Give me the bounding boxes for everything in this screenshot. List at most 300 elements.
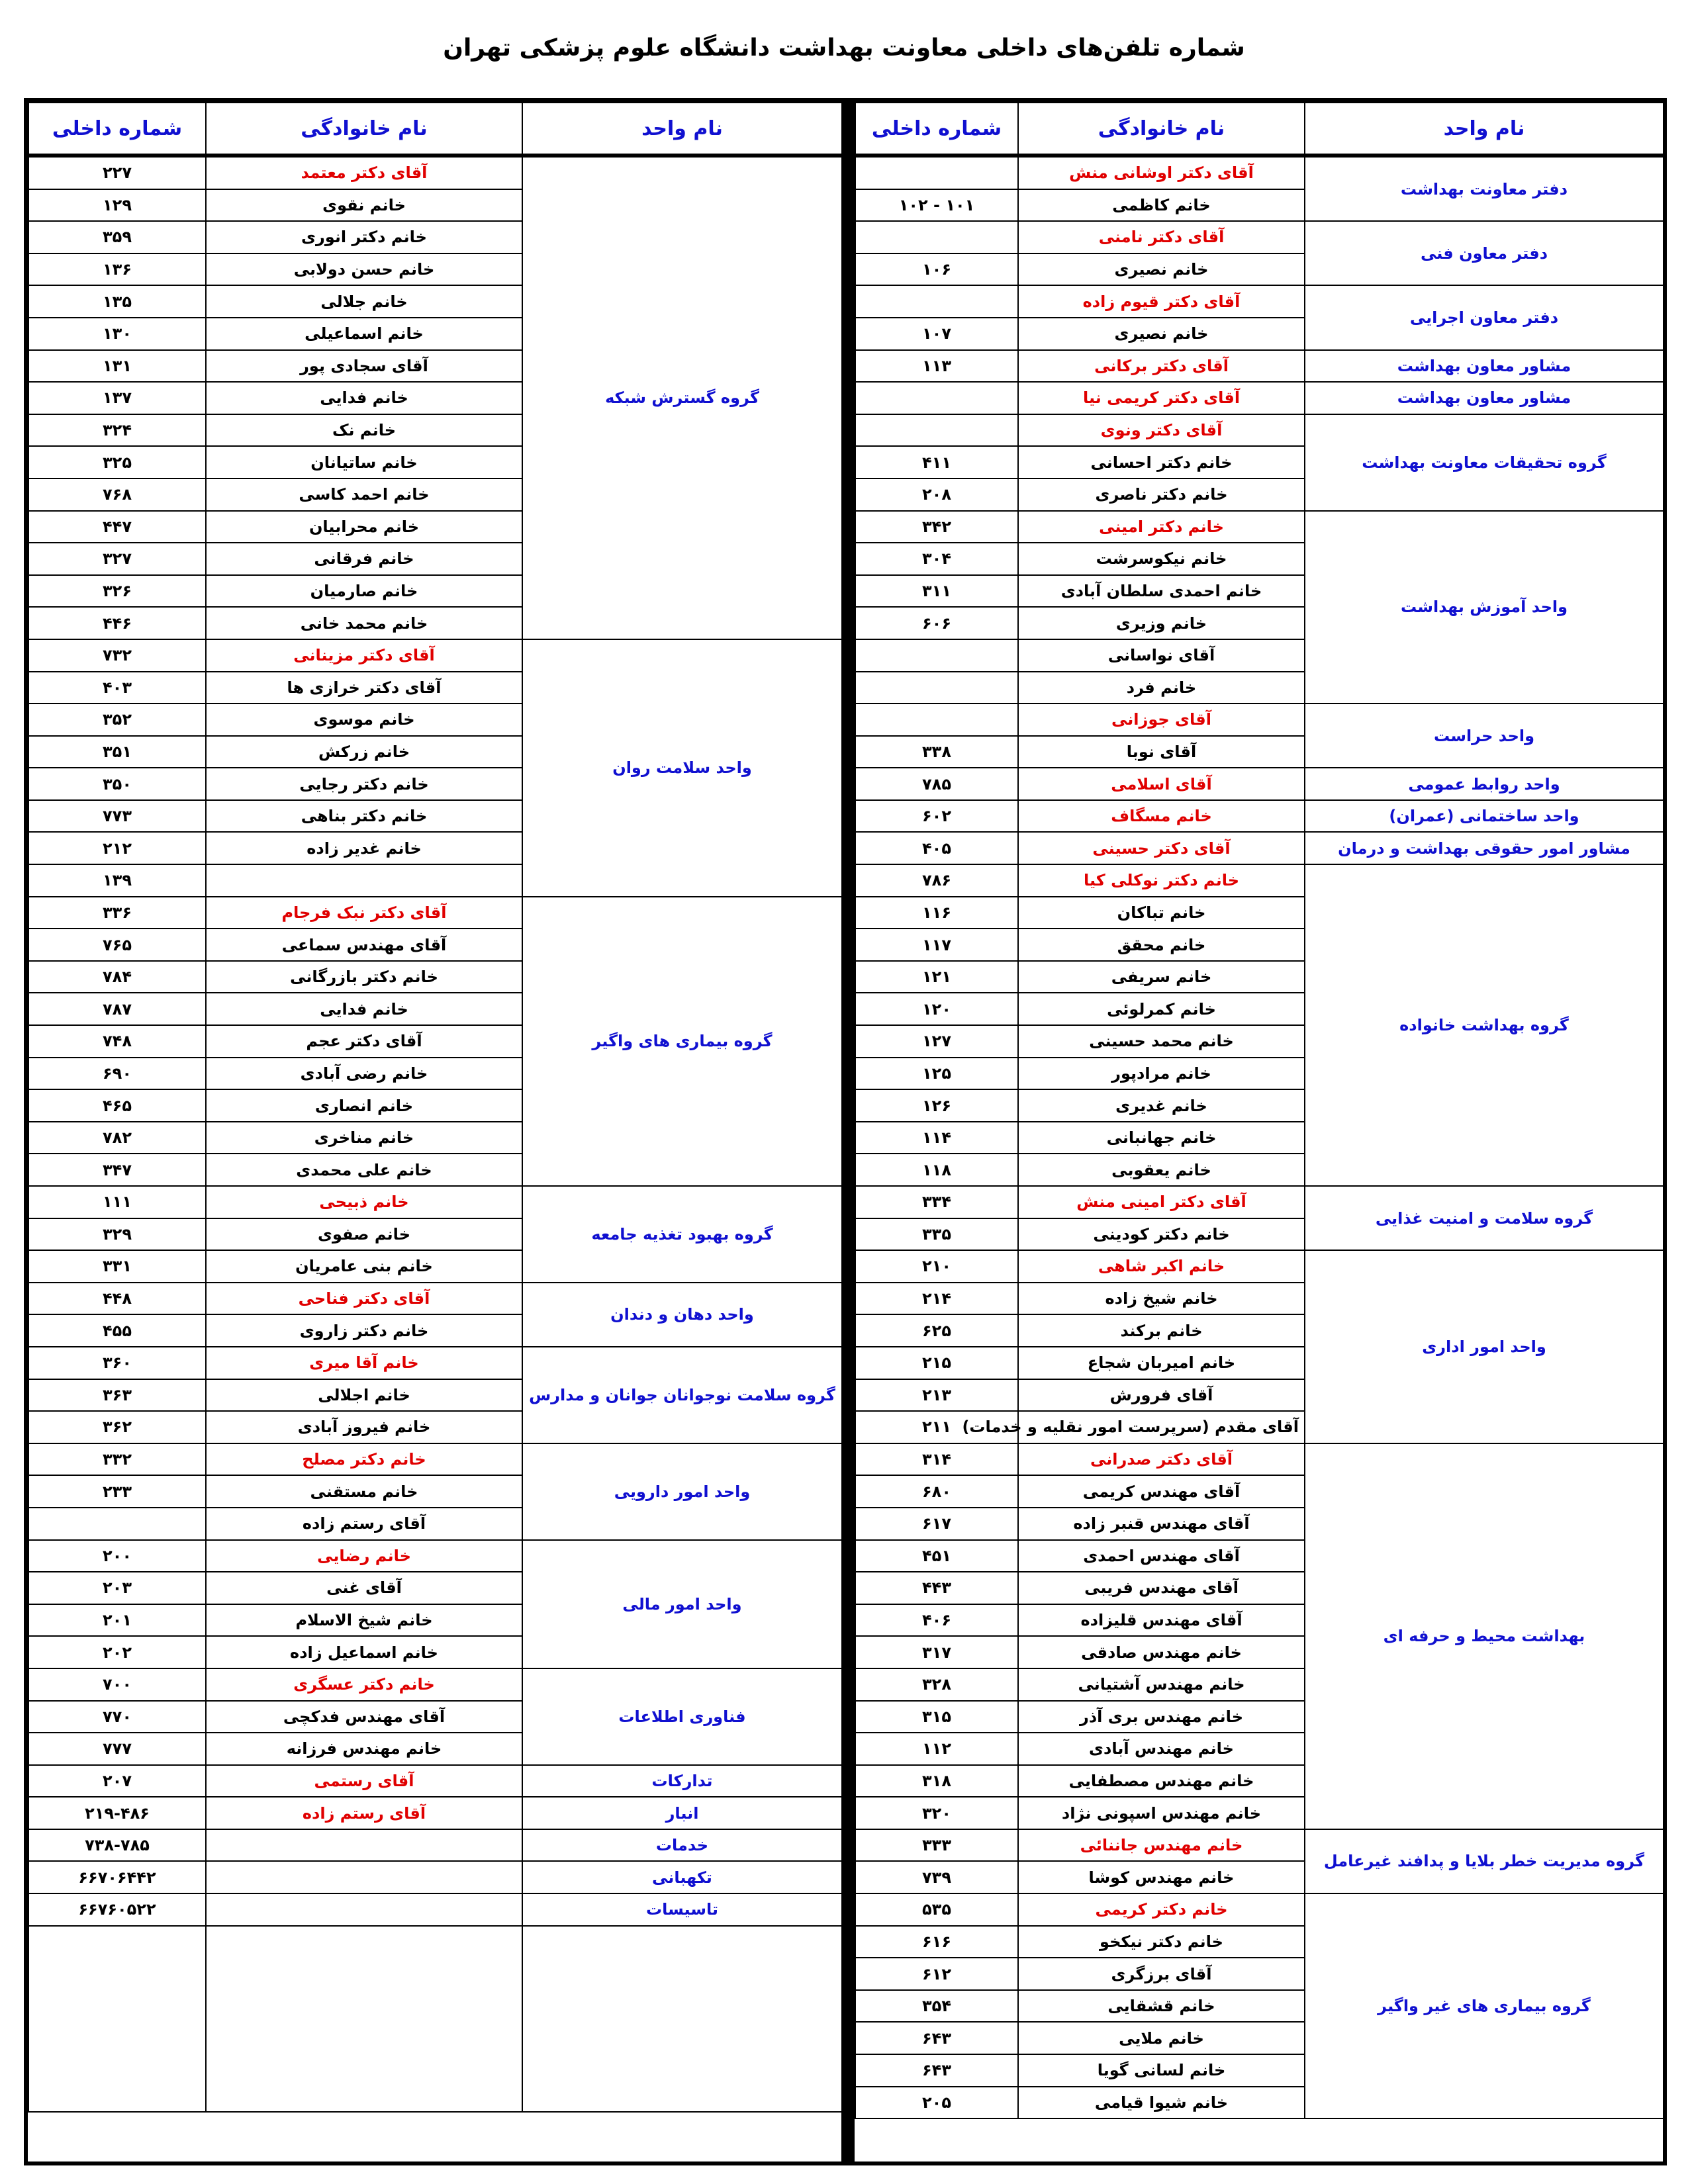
person-name: خانم اسماعیل زاده [206, 1636, 522, 1668]
extension-number: ۳۳۲ [28, 1443, 206, 1476]
person-name: خانم فرد [1018, 672, 1305, 704]
table-row [855, 864, 1664, 897]
person-name: خانم فیروز آبادی [206, 1411, 522, 1443]
extension-number [855, 704, 1018, 736]
unit-name: واحد امور دارویی [522, 1443, 842, 1540]
extension-number: ۲۰۵ [855, 2087, 1018, 2119]
extension-number: ۳۱۵ [855, 1701, 1018, 1733]
extension-number: ۷۷۷ [28, 1733, 206, 1765]
person-name: آقای دکتر اوشانی منش [1018, 156, 1305, 189]
extension-number: ۲۱۵ [855, 1347, 1018, 1379]
person-name: آقای مقدم (سرپرست امور نقلیه و خدمات) [1018, 1411, 1305, 1443]
extension-number: ۳۲۸ [855, 1668, 1018, 1701]
person-name: آقای دکتر صدرانی [1018, 1443, 1305, 1476]
person-name: خانم دکتر نوکلی کیا [1018, 864, 1305, 897]
extension-number: ۱۱۷ [855, 929, 1018, 961]
extension-number: ۳۱۴ [855, 1443, 1018, 1476]
person-name: خانم شیخ زاده [1018, 1283, 1305, 1315]
extension-number: ۷۳۸-۷۸۵ [28, 1829, 206, 1862]
person-name: خانم جهانبانی [1018, 1122, 1305, 1154]
table-row [855, 382, 1664, 414]
extension-number: ۱۳۱ [28, 350, 206, 383]
extension-number: ۴۶۵ [28, 1089, 206, 1122]
person-name: خانم زرکش [206, 736, 522, 768]
extension-number: ۳۵۲ [28, 704, 206, 736]
person-name: خانم جلالی [206, 285, 522, 318]
extension-number: ۳۳۸ [855, 736, 1018, 768]
extension-number: ۱۱۸ [855, 1154, 1018, 1186]
person-name: خانم کاظمی [1018, 189, 1305, 222]
extension-number: ۱۳۹ [28, 864, 206, 897]
directory-table-left [28, 102, 843, 2113]
extension-number: ۷۶۸ [28, 478, 206, 511]
person-name: خانم شیخ الاسلام [206, 1604, 522, 1637]
extension-number: ۳۳۶ [28, 897, 206, 929]
person-name: خانم مهندس اسپونی نژاد [1018, 1797, 1305, 1829]
directory-body-left [28, 156, 842, 2112]
empty-cell [522, 1926, 842, 2113]
person-name: آقای نوبا [1018, 736, 1305, 768]
person-name: خانم محقق [1018, 929, 1305, 961]
extension-number: ۱۱۴ [855, 1122, 1018, 1154]
person-name: آقای دکتر ونوی [1018, 414, 1305, 447]
table-row [855, 156, 1664, 189]
unit-name: مشاور معاون بهداشت [1305, 382, 1664, 414]
person-name: خانم مهندس بری آذر [1018, 1701, 1305, 1733]
person-name: خانم مهندس جاننائی [1018, 1829, 1305, 1862]
person-name [206, 1829, 522, 1862]
unit-name: تاسیسات [522, 1893, 842, 1926]
unit-name: بهداشت محیط و حرفه ای [1305, 1443, 1664, 1829]
person-name: آقای دکتر فناحی [206, 1283, 522, 1315]
person-name: خانم ملایی [1018, 2022, 1305, 2054]
unit-name: گروه بیماری های غیر واگیر [1305, 1893, 1664, 2118]
person-name: خانم برکند [1018, 1314, 1305, 1347]
person-name [206, 864, 522, 897]
person-name: خانم نصیری [1018, 318, 1305, 350]
unit-name: خدمات [522, 1829, 842, 1862]
extension-number: ۶۱۶ [855, 1926, 1018, 1958]
extension-number: ۷۳۹ [855, 1861, 1018, 1893]
extension-number [855, 285, 1018, 318]
extension-number: ۱۲۶ [855, 1089, 1018, 1122]
person-name: خانم دکتر ناصری [1018, 478, 1305, 511]
unit-name: گروه بهبود تغذیه جامعه [522, 1186, 842, 1283]
person-name: خانم فدایی [206, 993, 522, 1025]
extension-number: ۶۶۷۶۰۵۲۲ [28, 1893, 206, 1926]
person-name: خانم اکبر شاهی [1018, 1250, 1305, 1283]
extension-number: ۶۲۵ [855, 1314, 1018, 1347]
person-name: خانم صفوی [206, 1218, 522, 1251]
extension-number: ۳۶۲ [28, 1411, 206, 1443]
person-name: خانم محمد حسینی [1018, 1025, 1305, 1058]
extension-number: ۱۱۶ [855, 897, 1018, 929]
extension-number: ۱۳۵ [28, 285, 206, 318]
unit-name: واحد ساختمانی (عمران) [1305, 800, 1664, 833]
extension-number: ۳۴۲ [855, 511, 1018, 543]
extension-number: ۷۰۰ [28, 1668, 206, 1701]
person-name: خانم اسماعیلی [206, 318, 522, 350]
table-row [855, 1250, 1664, 1283]
header-ext: شماره داخلی [855, 103, 1018, 156]
person-name: خانم آقا میری [206, 1347, 522, 1379]
person-name: خانم دکتر زاروی [206, 1314, 522, 1347]
header-name: نام خانوادگی [206, 103, 522, 156]
extension-number: ۳۰۴ [855, 543, 1018, 575]
extension-number: ۳۶۳ [28, 1379, 206, 1412]
person-name: آقای مهندس قنبر زاده [1018, 1508, 1305, 1540]
extension-number: ۶۸۰ [855, 1475, 1018, 1508]
directory-body-right [855, 156, 1664, 2118]
person-name: خانم رضایی [206, 1540, 522, 1572]
person-name: خانم بنی عامریان [206, 1250, 522, 1283]
person-name: آقای دکتر برکانی [1018, 350, 1305, 383]
extension-number: ۷۸۴ [28, 961, 206, 993]
table-row [28, 639, 842, 672]
extension-number: ۲۲۷ [28, 156, 206, 189]
person-name: آقای دکتر مزینانی [206, 639, 522, 672]
person-name: خانم دکتر امینی [1018, 511, 1305, 543]
person-name: آقای دکتر قیوم زاده [1018, 285, 1305, 318]
unit-name: واحد روابط عمومی [1305, 768, 1664, 800]
table-row [855, 511, 1664, 543]
header-name: نام خانوادگی [1018, 103, 1305, 156]
table-row [28, 1347, 842, 1379]
empty-cell [206, 1926, 522, 2113]
extension-number: ۳۵۴ [855, 1990, 1018, 2023]
extension-number: ۲۱۳ [855, 1379, 1018, 1412]
table-row [855, 350, 1664, 383]
table-row [28, 1765, 842, 1797]
unit-name: واحد دهان و دندان [522, 1283, 842, 1347]
person-name: خانم مناخری [206, 1122, 522, 1154]
person-name: خانم یعقوبی [1018, 1154, 1305, 1186]
table-row [855, 1186, 1664, 1218]
person-name: خانم مسگاف [1018, 800, 1305, 833]
person-name: خانم دکتر انوری [206, 221, 522, 253]
unit-name: واحد آموزش بهداشت [1305, 511, 1664, 704]
table-row [855, 1443, 1664, 1476]
extension-number: ۳۲۵ [28, 446, 206, 478]
extension-number: ۱۲۵ [855, 1058, 1018, 1090]
table-row [855, 800, 1664, 833]
extension-number: ۶۱۲ [855, 1958, 1018, 1990]
person-name: خانم نصیری [1018, 253, 1305, 286]
extension-number: ۱۰۷ [855, 318, 1018, 350]
person-name: خانم وزیری [1018, 607, 1305, 639]
extension-number: ۳۳۱ [28, 1250, 206, 1283]
extension-number [855, 221, 1018, 253]
unit-name: گروه سلامت نوجوانان جوانان و مدارس [522, 1347, 842, 1443]
person-name: خانم احمد کاسی [206, 478, 522, 511]
person-name: خانم رضی آبادی [206, 1058, 522, 1090]
extension-number: ۵۳۵ [855, 1893, 1018, 1926]
person-name: خانم کمرلوئی [1018, 993, 1305, 1025]
unit-name: مشاور معاون بهداشت [1305, 350, 1664, 383]
table-row [28, 1797, 842, 1829]
extension-number: ۲۱۲ [28, 832, 206, 864]
person-name: آقای فرورش [1018, 1379, 1305, 1412]
extension-number: ۴۴۳ [855, 1572, 1018, 1604]
unit-name: تکهبانی [522, 1861, 842, 1893]
extension-number: ۴۵۵ [28, 1314, 206, 1347]
person-name [206, 1893, 522, 1926]
person-name: آقای دکتر حسینی [1018, 832, 1305, 864]
table-row [28, 897, 842, 929]
unit-name: گروه بیماری های واگیر [522, 897, 842, 1186]
extension-number: ۴۴۸ [28, 1283, 206, 1315]
extension-number [28, 1508, 206, 1540]
header-unit: نام واحد [1305, 103, 1664, 156]
person-name: آقای رستمی [206, 1765, 522, 1797]
extension-number: ۳۲۴ [28, 414, 206, 447]
person-name: آقای رستم زاده [206, 1508, 522, 1540]
extension-number: ۲۱۰ [855, 1250, 1018, 1283]
table-row [855, 1893, 1664, 1926]
extension-number: ۶۹۰ [28, 1058, 206, 1090]
header-ext: شماره داخلی [28, 103, 206, 156]
extension-number: ۱۳۶ [28, 253, 206, 286]
person-name: خانم دکتر عسگری [206, 1668, 522, 1701]
person-name: خانم دکتر احسانی [1018, 446, 1305, 478]
extension-number: ۴۴۷ [28, 511, 206, 543]
person-name: خانم ذبیحی [206, 1186, 522, 1218]
person-name: خانم مهندس فرزانه [206, 1733, 522, 1765]
unit-name: واحد امور مالی [522, 1540, 842, 1668]
person-name: خانم مهندس آبادی [1018, 1733, 1305, 1765]
extension-number: ۷۷۰ [28, 1701, 206, 1733]
person-name: آقای مهندس سماعی [206, 929, 522, 961]
unit-name: گروه مدیریت خطر بلایا و پدافند غیرعامل [1305, 1829, 1664, 1893]
person-name: خانم دکتر رجایی [206, 768, 522, 800]
extension-number: ۲۰۱ [28, 1604, 206, 1637]
extension-number [855, 639, 1018, 672]
person-name: آقای دکتر خرازی ها [206, 672, 522, 704]
extension-number: ۶۴۳ [855, 2054, 1018, 2087]
person-name: آقای مهندس احمدی [1018, 1540, 1305, 1572]
extension-number: ۱۱۲ [855, 1733, 1018, 1765]
table-row [28, 156, 842, 189]
unit-name: مشاور امور حقوقی بهداشت و درمان [1305, 832, 1664, 864]
person-name: خانم نیکوسرشت [1018, 543, 1305, 575]
person-name: خانم قشقایی [1018, 1990, 1305, 2023]
person-name: آقای غنی [206, 1572, 522, 1604]
person-name: آقای مهندس فدکچی [206, 1701, 522, 1733]
person-name: خانم نک [206, 414, 522, 447]
person-name: خانم ساتیانان [206, 446, 522, 478]
person-name: آقای دکتر عجم [206, 1025, 522, 1058]
extension-number: ۶۰۲ [855, 800, 1018, 833]
table-row [855, 221, 1664, 253]
person-name: خانم مهندس صادقی [1018, 1636, 1305, 1668]
extension-number: ۱۰۶ [855, 253, 1018, 286]
extension-number: ۲۰۷ [28, 1765, 206, 1797]
person-name: خانم محرابیان [206, 511, 522, 543]
extension-number: ۴۰۵ [855, 832, 1018, 864]
extension-number: ۳۱۸ [855, 1765, 1018, 1797]
extension-number: ۲۱۱ [855, 1411, 1018, 1443]
extension-number: ۲۰۸ [855, 478, 1018, 511]
person-name: آقای رستم زاده [206, 1797, 522, 1829]
person-name: خانم مستقنی [206, 1475, 522, 1508]
extension-number: ۱۲۰ [855, 993, 1018, 1025]
extension-number: ۱۱۱ [28, 1186, 206, 1218]
person-name: خانم دکتر کریمی [1018, 1893, 1305, 1926]
extension-number: ۴۵۱ [855, 1540, 1018, 1572]
person-name: آقای جوزانی [1018, 704, 1305, 736]
extension-number: ۱۳۰ [28, 318, 206, 350]
extension-number: ۶۴۳ [855, 2022, 1018, 2054]
table-row [855, 1829, 1664, 1862]
person-name: آقای دکتر معتمد [206, 156, 522, 189]
person-name: خانم علی محمدی [206, 1154, 522, 1186]
extension-number: ۳۲۷ [28, 543, 206, 575]
table-row [28, 1829, 842, 1862]
extension-number: ۱۲۱ [855, 961, 1018, 993]
extension-number: ۳۳۵ [855, 1218, 1018, 1251]
unit-name: گروه تحقیقات معاونت بهداشت [1305, 414, 1664, 511]
extension-number: ۳۱۱ [855, 575, 1018, 608]
person-name: خانم نقوی [206, 189, 522, 222]
extension-number [855, 414, 1018, 447]
person-name: خانم فرقانی [206, 543, 522, 575]
extension-number: ۴۱۱ [855, 446, 1018, 478]
extension-number: ۴۰۳ [28, 672, 206, 704]
person-name: خانم غدیر زاده [206, 832, 522, 864]
extension-number: ۴۴۶ [28, 607, 206, 639]
extension-number: ۱۰۱ - ۱۰۲ [855, 189, 1018, 222]
extension-number: ۳۲۶ [28, 575, 206, 608]
extension-number: ۷۸۶ [855, 864, 1018, 897]
person-name: آقای دکتر امینی منش [1018, 1186, 1305, 1218]
person-name: خانم دکتر بناهی [206, 800, 522, 833]
table-row [28, 1443, 842, 1476]
unit-name: دفتر معاون اجرایی [1305, 285, 1664, 349]
extension-number: ۷۴۸ [28, 1025, 206, 1058]
table-row [855, 768, 1664, 800]
unit-name: گروه بهداشت خانواده [1305, 864, 1664, 1186]
extension-number: ۷۸۵ [855, 768, 1018, 800]
extension-number: ۲۰۲ [28, 1636, 206, 1668]
unit-name: فناوری اطلاعات [522, 1668, 842, 1765]
extension-number: ۳۳۳ [855, 1829, 1018, 1862]
extension-number: ۳۱۷ [855, 1636, 1018, 1668]
person-name: خانم دکتر نیکخو [1018, 1926, 1305, 1958]
person-name: آقای نواسانی [1018, 639, 1305, 672]
person-name: خانم امیربان شجاع [1018, 1347, 1305, 1379]
table-row [855, 285, 1664, 318]
page-title: شماره تلفن‌های داخلی معاونت بهداشت دانشگاه علوم پزشکی تهران [443, 34, 1245, 62]
person-name: آقای مهندس کریمی [1018, 1475, 1305, 1508]
person-name: خانم اجلالی [206, 1379, 522, 1412]
person-name: خانم سریفی [1018, 961, 1305, 993]
extension-number [855, 672, 1018, 704]
extension-number: ۳۲۰ [855, 1797, 1018, 1829]
person-name: آقای دکتر نامنی [1018, 221, 1305, 253]
table-row [28, 1668, 842, 1701]
person-name: خانم موسوی [206, 704, 522, 736]
person-name: خانم احمدی سلطان آبادی [1018, 575, 1305, 608]
extension-number: ۱۲۷ [855, 1025, 1018, 1058]
extension-number [855, 156, 1018, 189]
table-row [28, 1283, 842, 1315]
person-name: آقای دکتر کریمی نیا [1018, 382, 1305, 414]
extension-number: ۱۳۷ [28, 382, 206, 414]
person-name: خانم شیوا قیامی [1018, 2087, 1305, 2119]
empty-cell [28, 1926, 206, 2113]
table-row [28, 1186, 842, 1218]
extension-number: ۳۵۹ [28, 221, 206, 253]
extension-number: ۶۶۷۰۶۴۴۲ [28, 1861, 206, 1893]
extension-number: ۲۰۰ [28, 1540, 206, 1572]
extension-number: ۱۲۹ [28, 189, 206, 222]
extension-number: ۷۸۲ [28, 1122, 206, 1154]
table-row [28, 1893, 842, 1926]
extension-number: ۳۶۰ [28, 1347, 206, 1379]
person-name: خانم غدیری [1018, 1089, 1305, 1122]
extension-number: ۳۴۷ [28, 1154, 206, 1186]
person-name: خانم تباکان [1018, 897, 1305, 929]
person-name: خانم مهندس کوشا [1018, 1861, 1305, 1893]
unit-name: واحد امور اداری [1305, 1250, 1664, 1443]
empty-row [28, 1926, 842, 2113]
person-name: خانم فدایی [206, 382, 522, 414]
person-name: خانم انصاری [206, 1089, 522, 1122]
table-row [855, 832, 1664, 864]
extension-number [855, 382, 1018, 414]
person-name: خانم دکتر بازرگانی [206, 961, 522, 993]
person-name: آقای مهندس قلیزاده [1018, 1604, 1305, 1637]
extension-number: ۴۰۶ [855, 1604, 1018, 1637]
extension-number: ۷۶۵ [28, 929, 206, 961]
extension-number: ۷۳۲ [28, 639, 206, 672]
extension-number: ۲۱۹-۴۸۶ [28, 1797, 206, 1829]
extension-number: ۷۷۳ [28, 800, 206, 833]
person-name: خانم مهندس مصطفایی [1018, 1765, 1305, 1797]
person-name: خانم دکتر کودینی [1018, 1218, 1305, 1251]
extension-number: ۶۰۶ [855, 607, 1018, 639]
person-name: خانم مهندس آشتیانی [1018, 1668, 1305, 1701]
header-unit: نام واحد [522, 103, 842, 156]
table-row [855, 704, 1664, 736]
table-row [28, 1540, 842, 1572]
directory-table-right [855, 102, 1664, 2119]
person-name: خانم حسن دولابی [206, 253, 522, 286]
table-row [855, 414, 1664, 447]
unit-name: گروه گسترش شبکه [522, 156, 842, 639]
unit-name: تدارکات [522, 1765, 842, 1797]
unit-name: واحد حراست [1305, 704, 1664, 768]
person-name: خانم محمد خانی [206, 607, 522, 639]
extension-number: ۳۵۱ [28, 736, 206, 768]
extension-number: ۳۲۹ [28, 1218, 206, 1251]
table-row [28, 1861, 842, 1893]
extension-number: ۲۳۳ [28, 1475, 206, 1508]
column-divider [841, 98, 855, 2165]
unit-name: واحد سلامت روان [522, 639, 842, 897]
person-name: خانم دکتر مصلح [206, 1443, 522, 1476]
person-name: خانم مرادپور [1018, 1058, 1305, 1090]
person-name: آقای دکتر نبک فرجام [206, 897, 522, 929]
extension-number: ۳۳۴ [855, 1186, 1018, 1218]
unit-name: دفتر معاون فنی [1305, 221, 1664, 285]
extension-number: ۶۱۷ [855, 1508, 1018, 1540]
person-name: آقای مهندس فریبی [1018, 1572, 1305, 1604]
extension-number: ۷۸۷ [28, 993, 206, 1025]
person-name: آقای برزگری [1018, 1958, 1305, 1990]
person-name: خانم لسانی گویا [1018, 2054, 1305, 2087]
person-name: خانم صارمیان [206, 575, 522, 608]
